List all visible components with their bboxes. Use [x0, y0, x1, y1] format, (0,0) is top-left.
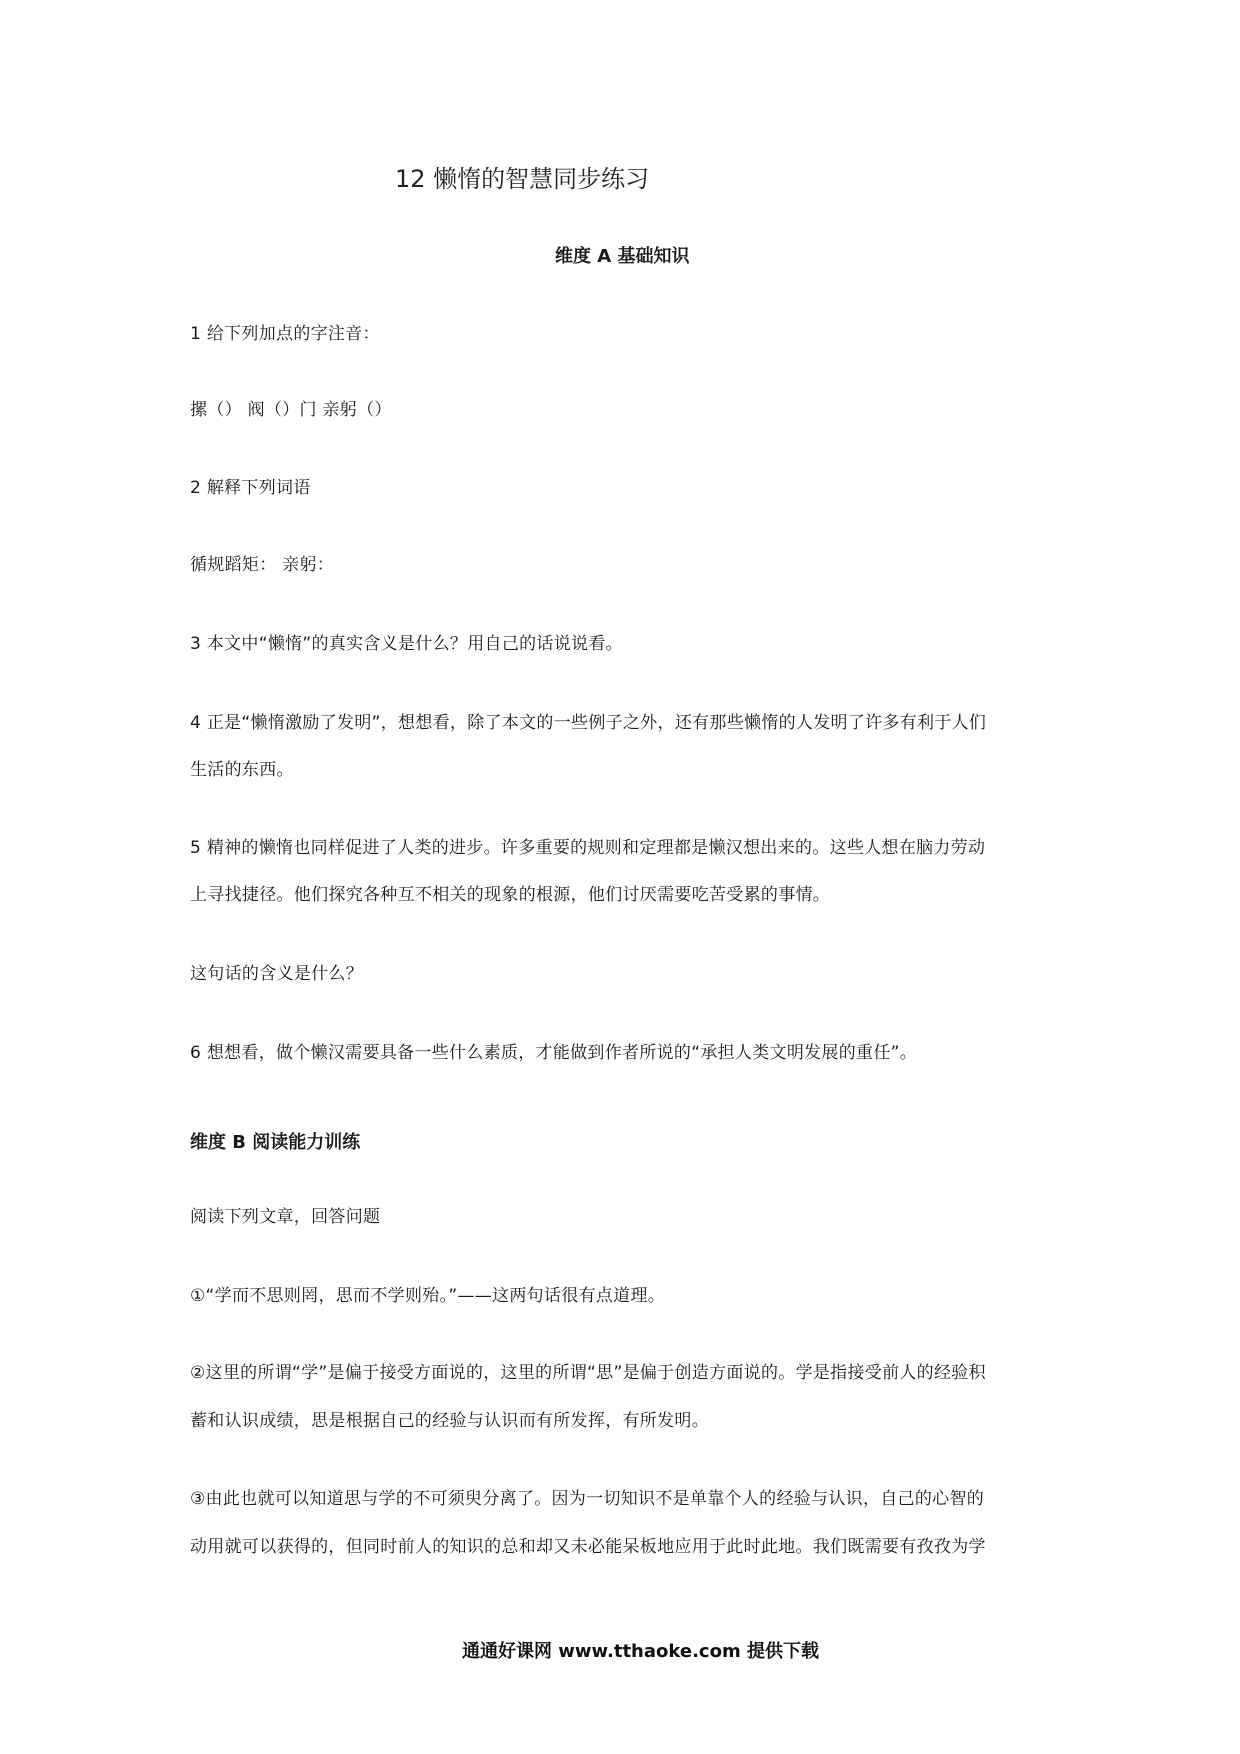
- question-5-question: 这句话的含义是什么？: [190, 964, 363, 984]
- reading-paragraph-1: ①“学而不思则罔，思而不学则殆。”——这两句话很有点道理。: [190, 1286, 666, 1306]
- section-a-heading: 维度 A 基础知识: [555, 246, 690, 267]
- section-b-heading: 维度 B 阅读能力训练: [190, 1132, 361, 1153]
- question-1-prompt: 1 给下列加点的字注音：: [190, 324, 380, 344]
- question-4-line-2: 生活的东西。: [190, 760, 294, 780]
- question-3: 3 本文中“懒惰”的真实含义是什么？用自己的话说说看。: [190, 634, 623, 654]
- question-2-prompt: 2 解释下列词语: [190, 478, 311, 498]
- reading-paragraph-2-line-1: ②这里的所谓“学”是偏于接受方面说的，这里的所谓“思”是偏于创造方面说的。学是指接受前人的经验积: [190, 1363, 986, 1383]
- reading-paragraph-2-line-2: 蓄和认识成绩，思是根据自己的经验与认识而有所发挥，有所发明。: [190, 1411, 709, 1431]
- question-5-line-2: 上寻找捷径。他们探究各种互不相关的现象的根源，他们讨厌需要吃苦受累的事情。: [190, 885, 831, 905]
- reading-paragraph-3-line-1: ③由此也就可以知道思与学的不可须臾分离了。因为一切知识不是单靠个人的经验与认识，自己的心智的: [190, 1489, 985, 1509]
- reading-instruction: 阅读下列文章，回答问题: [190, 1207, 381, 1227]
- question-4-line-1: 4 正是“懒惰激励了发明”，想想看，除了本文的一些例子之外，还有那些懒惰的人发明了许多有利于人们: [190, 713, 987, 733]
- question-6: 6 想想看，做个懒汉需要具备一些什么素质，才能做到作者所说的“承担人类文明发展的重任”。: [190, 1043, 918, 1063]
- question-2-items: 循规蹈矩： 亲躬：: [190, 555, 335, 575]
- page-footer: 通通好课网 www.tthaoke.com 提供下载: [462, 1641, 819, 1662]
- question-5-line-1: 5 精神的懒惰也同样促进了人类的进步。许多重要的规则和定理都是懒汉想出来的。这些人想在脑力劳动: [190, 838, 986, 858]
- reading-paragraph-3-line-2: 动用就可以获得的，但同时前人的知识的总和却又未必能呆板地应用于此时此地。我们既需要有孜孜为学: [190, 1537, 986, 1557]
- page-title: 12 懒惰的智慧同步练习: [395, 165, 650, 193]
- question-1-items: 摞（） 阀（）门 亲躬（）: [190, 400, 392, 420]
